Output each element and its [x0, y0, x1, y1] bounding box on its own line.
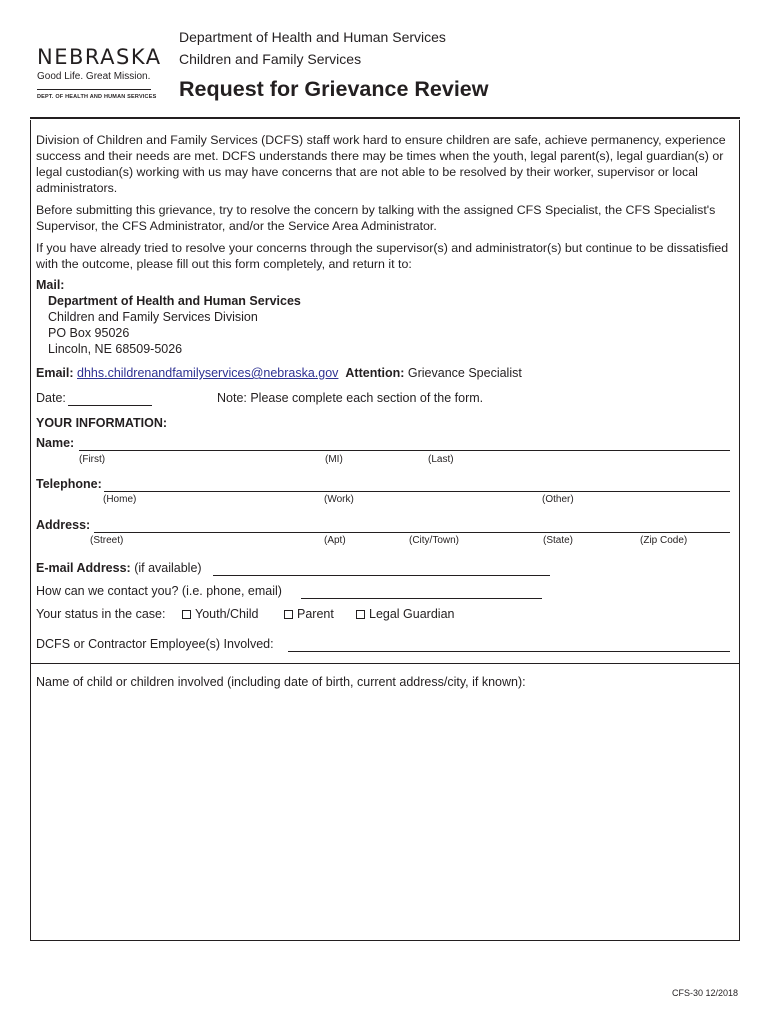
email-address-label: E-mail Address:: [36, 561, 131, 575]
telephone-sub-work: (Work): [324, 494, 354, 505]
attention-value: Grievance Specialist: [407, 366, 522, 380]
logo-divider: [37, 89, 151, 90]
telephone-sub-home: (Home): [103, 494, 137, 505]
name-label: Name:: [36, 436, 75, 450]
name-sub-mi: (MI): [325, 454, 343, 465]
children-involved-area[interactable]: [36, 693, 732, 933]
contact-method-field[interactable]: [301, 598, 542, 599]
status-label: Your status in the case:: [36, 607, 166, 621]
address-sub-state: (State): [543, 535, 574, 546]
date-field[interactable]: [68, 405, 152, 406]
youth-checkbox[interactable]: [182, 610, 191, 619]
header-division: Children and Family Services: [179, 51, 362, 67]
employee-involved-field[interactable]: [288, 651, 730, 652]
contact-method-label: How can we contact you? (i.e. phone, email): [36, 584, 282, 598]
intro-paragraph-1: Division of Children and Family Services (DCFS) staff work hard to ensure children are safe, achieve permanency, experience success and their needs are met. DCFS understands there may be times when the youth, legal parent(s), legal guardian(s) or legal custodian(s) working with us may have concerns that are not able to be resolved by their worker, supervisor or local administrators.: [36, 133, 726, 195]
header-divider: [30, 117, 740, 119]
intro-paragraph-3: If you have already tried to resolve your concerns through the supervisor(s) and administrator(s) but continue to be dissatisfied with the outcome, please fill out this form completely, and return it to:: [36, 241, 729, 271]
email-label: Email:: [36, 366, 74, 380]
address-field[interactable]: [94, 532, 730, 533]
your-info-heading: YOUR INFORMATION:: [36, 416, 168, 430]
address-label: Address:: [36, 518, 91, 532]
status-option-parent[interactable]: [284, 607, 334, 621]
status-option-youth[interactable]: [182, 607, 258, 621]
mail-line-4: Lincoln, NE 68509-5026: [48, 342, 183, 356]
telephone-field[interactable]: [104, 491, 730, 492]
mail-line-1: Department of Health and Human Services: [48, 294, 301, 308]
mail-line-3: PO Box 95026: [48, 326, 130, 340]
email-row: [36, 366, 522, 380]
email-address-field[interactable]: [213, 575, 550, 576]
intro-paragraph-2: Before submitting this grievance, try to resolve the concern by talking with the assigned CFS Specialist, the CFS Specialist's Supervisor, the CFS Administrator, and/or the Service Area Administrator.: [36, 203, 716, 233]
address-sub-street: (Street): [90, 535, 124, 546]
address-sub-zip: (Zip Code): [640, 535, 688, 546]
telephone-label: Telephone:: [36, 477, 102, 491]
nebraska-logo-wordmark: NEBRASKA: [37, 45, 162, 69]
parent-checkbox[interactable]: [284, 610, 293, 619]
mail-label: Mail:: [36, 278, 65, 292]
email-address-row: [36, 561, 202, 575]
guardian-checkbox-label: Legal Guardian: [369, 607, 455, 621]
email-address-note: (if available): [134, 561, 202, 575]
header-department: Department of Health and Human Services: [179, 29, 446, 45]
logo-tagline: Good Life. Great Mission.: [37, 71, 151, 82]
page-title: Request for Grievance Review: [179, 77, 489, 101]
status-option-guardian[interactable]: [356, 607, 454, 621]
name-sub-last: (Last): [428, 454, 454, 465]
name-sub-first: (First): [79, 454, 106, 465]
address-sub-city: (City/Town): [409, 535, 460, 546]
guardian-checkbox[interactable]: [356, 610, 365, 619]
form-number: CFS-30 12/2018: [671, 988, 738, 998]
name-field[interactable]: [79, 450, 730, 451]
parent-checkbox-label: Parent: [297, 607, 334, 621]
youth-checkbox-label: Youth/Child: [195, 607, 259, 621]
email-link[interactable]: dhhs.childrenandfamilyservices@nebraska.gov: [77, 366, 339, 380]
employee-involved-label: DCFS or Contractor Employee(s) Involved:: [36, 637, 274, 651]
section-divider: [30, 663, 740, 664]
date-label: Date:: [36, 391, 66, 405]
mail-line-2: Children and Family Services Division: [48, 310, 258, 324]
logo-department: DEPT. OF HEALTH AND HUMAN SERVICES: [37, 94, 157, 100]
date-note: Note: Please complete each section of the form.: [217, 391, 484, 405]
children-involved-label: Name of child or children involved (including date of birth, current address/city, if known):: [36, 675, 526, 689]
telephone-sub-other: (Other): [542, 494, 574, 505]
attention-label: Attention:: [345, 366, 405, 380]
address-sub-apt: (Apt): [324, 535, 346, 546]
